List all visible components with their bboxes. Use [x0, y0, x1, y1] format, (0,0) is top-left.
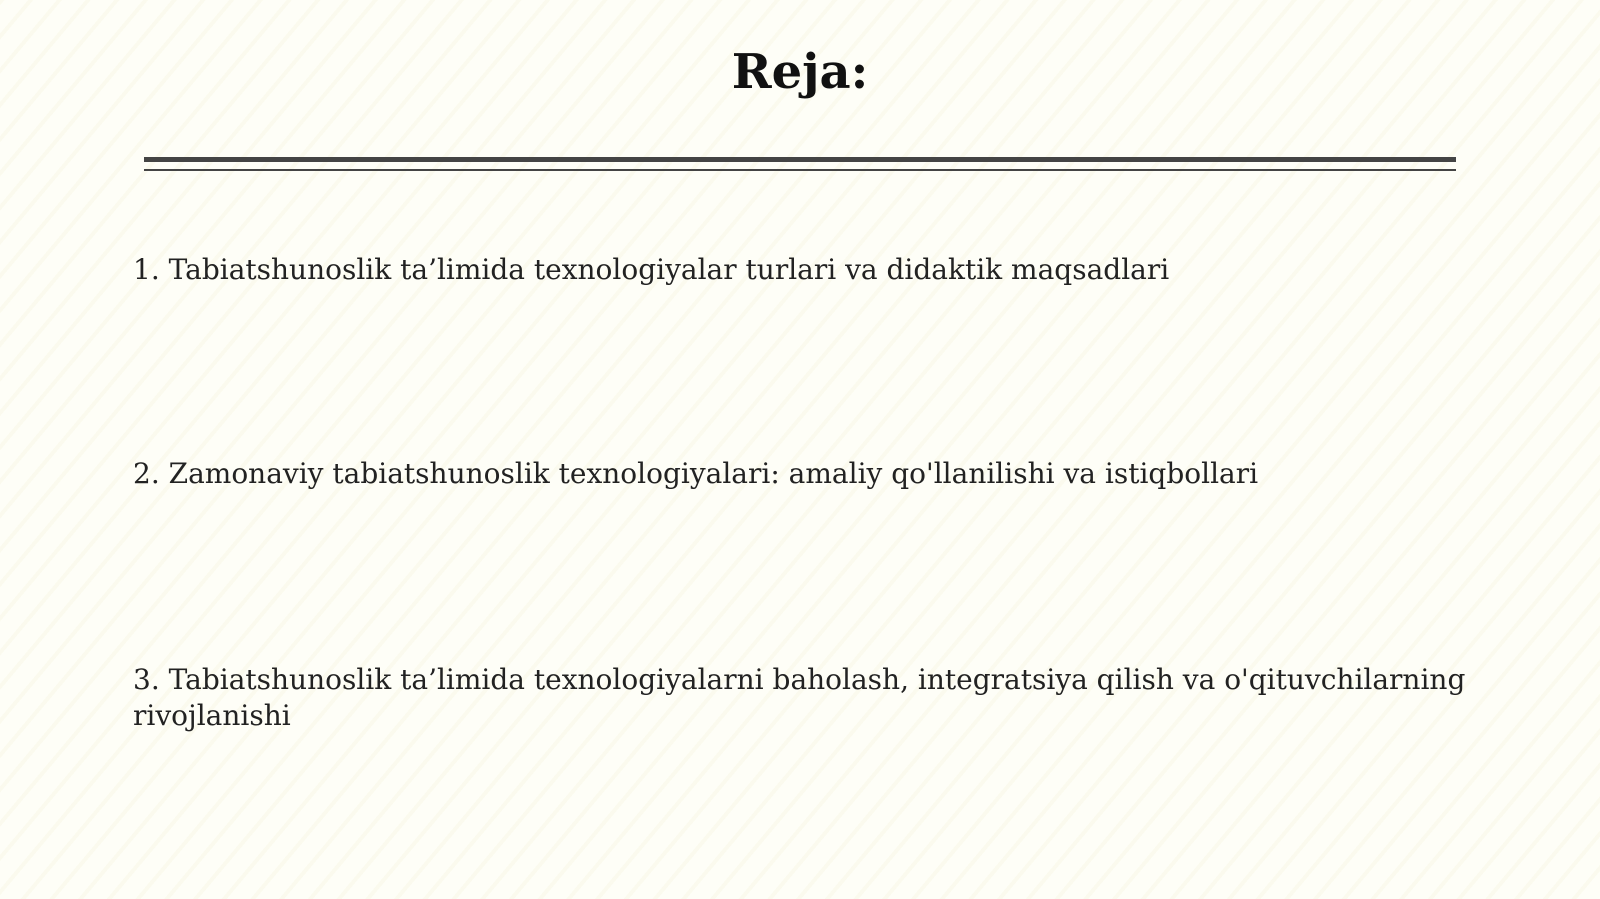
plan-item-3	[133, 662, 1513, 734]
plan-item-2	[133, 456, 1513, 492]
title-divider-thin	[144, 169, 1456, 171]
plan-item-text: Tabiatshunoslik ta’limida texnologiyalarni baholash, integratsiya qilish va o'qituvchilarning rivojlanishi	[133, 663, 1466, 732]
plan-item-number: 1.	[133, 253, 160, 286]
plan-item-text: Tabiatshunoslik ta’limida texnologiyalar turlari va didaktik maqsadlari	[168, 253, 1170, 286]
plan-item-number: 2.	[133, 457, 160, 490]
slide-title: Reja:	[731, 44, 869, 100]
plan-item-number: 3.	[133, 663, 160, 696]
plan-item-text: Zamonaviy tabiatshunoslik texnologiyalari: amaliy qo'llanilishi va istiqbollari	[168, 457, 1259, 490]
plan-item-1	[133, 252, 1513, 288]
title-divider-thick	[144, 157, 1456, 162]
